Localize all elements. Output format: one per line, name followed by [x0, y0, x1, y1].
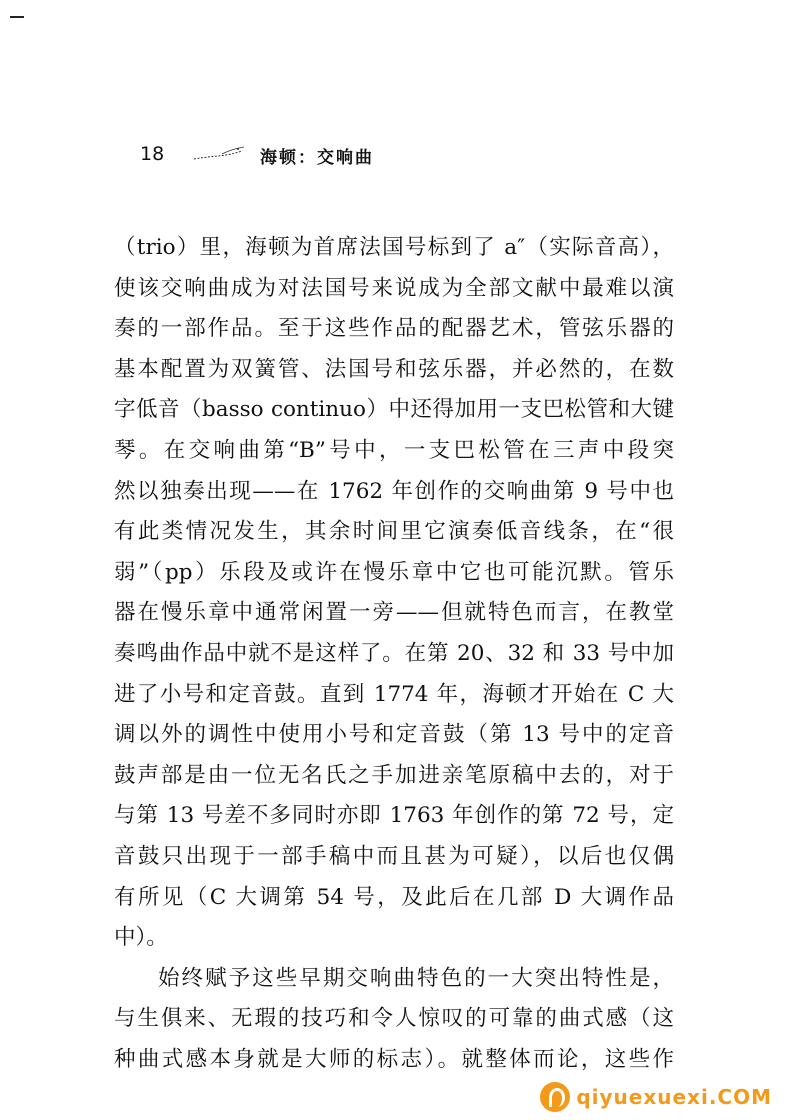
decorative-flourish-icon	[192, 145, 248, 163]
text-line: 始终赋予这些早期交响曲特色的一大突出特性是，	[158, 965, 674, 991]
text-line: 字低音（basso continuo）中还得加用一支巴松管和大键	[114, 397, 674, 423]
text-line: 奏鸣曲作品中就不是这样了。在第 20、32 和 33 号中加	[114, 640, 674, 666]
text-line: 奏的一部作品。至于这些作品的配器艺术，管弦乐器的	[114, 316, 674, 342]
page-header	[140, 143, 560, 171]
page-number: 18	[140, 143, 165, 165]
text-line: 弱”（pp）乐段及或许在慢乐章中它也可能沉默。管乐	[114, 559, 674, 585]
text-line: 鼓声部是由一位无名氏之手加进亲笔原稿中去的，对于	[114, 762, 674, 788]
watermark-text: qiyuexuexi.COM	[576, 1085, 772, 1109]
watermark-logo-icon	[540, 1082, 570, 1112]
text-line: 中）。	[114, 925, 168, 951]
text-line: 有此类情况发生，其余时间里它演奏低音线条，在“很	[114, 519, 674, 545]
text-line: 与第 13 号差不多同时亦即 1763 年创作的第 72 号，定	[114, 803, 674, 829]
text-line: （trio）里，海顿为首席法国号标到了 a″（实际音高），	[114, 235, 674, 260]
text-line: 有所见（C 大调第 54 号，及此后在几部 D 大调作品	[114, 884, 674, 910]
running-title: 海顿：交响曲	[260, 148, 374, 168]
text-line: 种曲式感本身就是大师的标志）。就整体而论，这些作	[114, 1046, 674, 1072]
body-text	[114, 228, 674, 1080]
text-line: 使该交响曲成为对法国号来说成为全部文献中最难以演	[114, 275, 674, 301]
text-line: 调以外的调性中使用小号和定音鼓（第 13 号中的定音	[114, 722, 674, 748]
corner-mark	[10, 16, 24, 18]
text-line: 器在慢乐章中通常闲置一旁——但就特色而言，在教堂	[114, 600, 674, 626]
text-line: 然以独奏出现——在 1762 年创作的交响曲第 9 号中也	[114, 478, 674, 504]
site-watermark	[540, 1082, 772, 1112]
text-line: 与生俱来、无瑕的技巧和令人惊叹的可靠的曲式感（这	[114, 1006, 674, 1032]
paragraph-1	[114, 228, 674, 959]
text-line: 音鼓只出现于一部手稿中而且甚为可疑），以后也仅偶	[114, 843, 674, 869]
text-line: 进了小号和定音鼓。直到 1774 年，海顿才开始在 C 大	[114, 681, 674, 707]
text-line: 基本配置为双簧管、法国号和弦乐器，并必然的，在数	[114, 356, 674, 382]
paragraph-2	[114, 959, 674, 1081]
text-line: 琴。在交响曲第“B”号中，一支巴松管在三声中段突	[114, 437, 674, 463]
